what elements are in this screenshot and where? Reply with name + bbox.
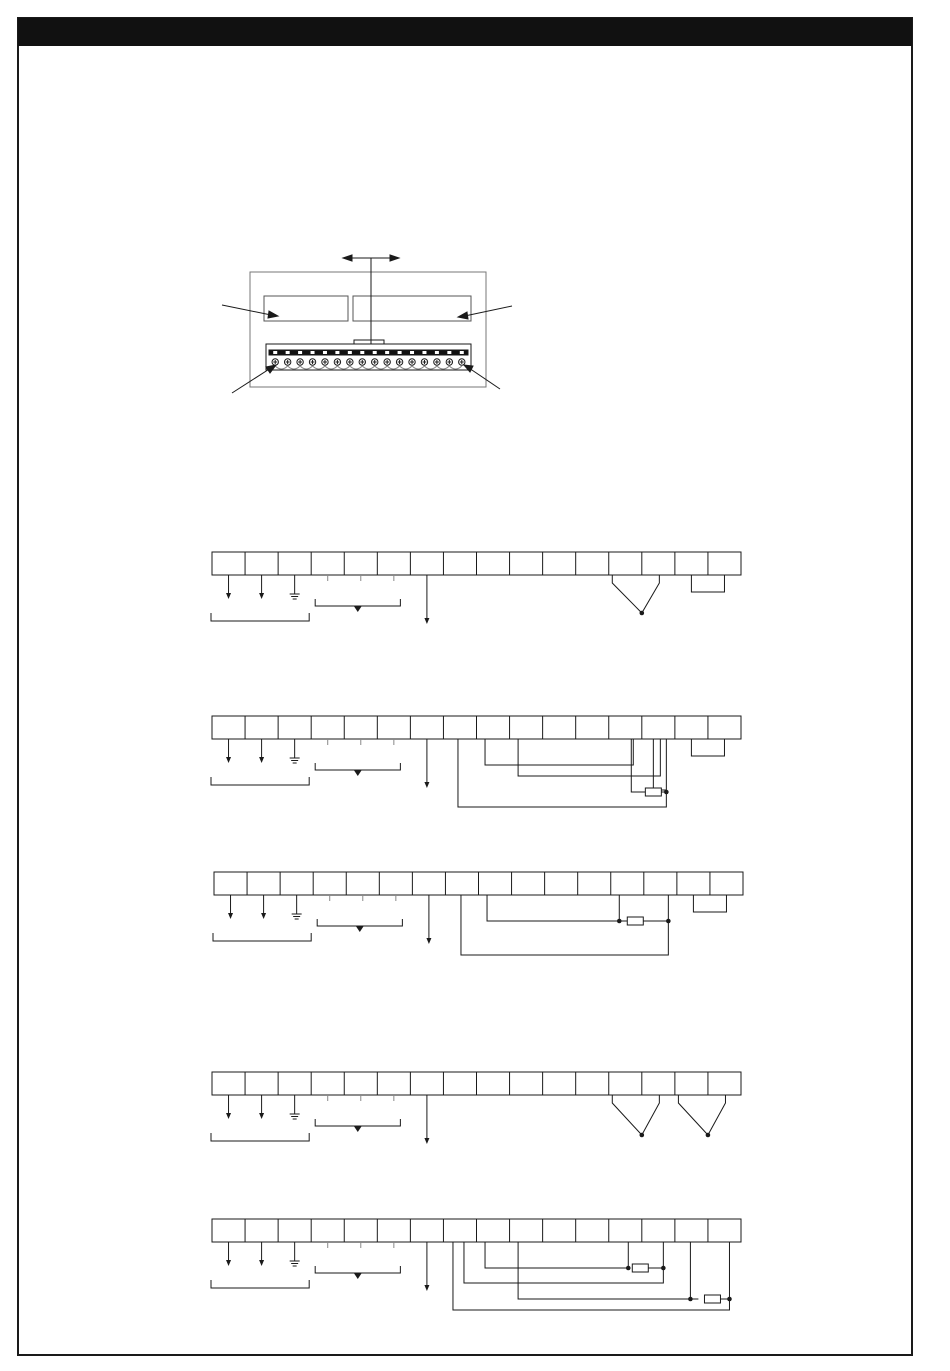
wire-a bbox=[485, 739, 633, 765]
comm-bracket bbox=[315, 599, 400, 606]
lead-arrow bbox=[228, 913, 233, 919]
connector-slot bbox=[385, 351, 389, 354]
connector-slot bbox=[360, 351, 364, 354]
wire-h bbox=[453, 1242, 730, 1310]
screw-arc bbox=[400, 366, 412, 369]
wiring-diagrams bbox=[211, 552, 743, 1310]
connector-latch bbox=[266, 340, 471, 344]
sensor-leads bbox=[678, 1095, 725, 1135]
sensor-leads bbox=[612, 1095, 659, 1135]
lead-arrow bbox=[424, 782, 429, 788]
connector-slot bbox=[273, 351, 277, 354]
lead-arrow bbox=[226, 1113, 231, 1119]
screw-arc bbox=[337, 366, 349, 369]
connector-slot bbox=[286, 351, 290, 354]
connector-slot bbox=[410, 351, 414, 354]
wiring-diagram-5 bbox=[211, 1219, 741, 1310]
comm-arrow bbox=[354, 1273, 362, 1279]
junction-dot bbox=[706, 1133, 711, 1138]
screw-arc bbox=[437, 366, 449, 369]
leader-head bbox=[464, 365, 473, 372]
power-bracket bbox=[211, 1133, 309, 1141]
leader-head bbox=[458, 312, 468, 319]
wire-b bbox=[619, 895, 627, 921]
leader-head bbox=[266, 365, 276, 373]
resistor bbox=[645, 788, 661, 796]
lead-arrow bbox=[426, 938, 431, 944]
sensor-leads bbox=[612, 575, 659, 613]
connector-slot bbox=[398, 351, 402, 354]
lead-arrow bbox=[424, 618, 429, 624]
screw-arc bbox=[300, 366, 312, 369]
leader-left-window bbox=[222, 305, 276, 316]
arrow-head-right bbox=[390, 255, 399, 261]
screw-arc bbox=[449, 366, 461, 369]
connector-slot bbox=[348, 351, 352, 354]
wiring-diagram-3 bbox=[213, 872, 743, 955]
resistor bbox=[704, 1295, 720, 1303]
wire-d bbox=[464, 1242, 663, 1283]
power-bracket bbox=[211, 1280, 309, 1288]
wire-e bbox=[458, 739, 666, 807]
connector-body bbox=[266, 344, 471, 370]
resistor bbox=[627, 917, 643, 925]
comm-arrow bbox=[354, 1126, 362, 1132]
junction-dot bbox=[640, 611, 645, 616]
connector-slot bbox=[422, 351, 426, 354]
wiring-diagram-4 bbox=[211, 1072, 741, 1144]
power-bracket bbox=[211, 613, 309, 621]
connector-slot bbox=[460, 351, 464, 354]
comm-bracket bbox=[317, 919, 402, 926]
connector-slot bbox=[311, 351, 315, 354]
screw-arc bbox=[387, 366, 399, 369]
connector-screws bbox=[272, 359, 465, 369]
screw-arc bbox=[325, 366, 337, 369]
lead-arrow bbox=[259, 1260, 264, 1266]
page-frame bbox=[18, 18, 912, 1355]
jumper-wire bbox=[691, 575, 724, 592]
connector-slot bbox=[323, 351, 327, 354]
screw-arc bbox=[350, 366, 362, 369]
wire-d bbox=[631, 739, 666, 792]
lead-arrow bbox=[259, 593, 264, 599]
comm-bracket bbox=[315, 1119, 400, 1126]
connector-slot bbox=[298, 351, 302, 354]
comm-arrow bbox=[354, 606, 362, 612]
screw-arc bbox=[275, 366, 287, 369]
screw-arc bbox=[313, 366, 325, 369]
lead-arrow bbox=[424, 1138, 429, 1144]
module-front-view bbox=[222, 255, 512, 393]
label-window-left bbox=[264, 296, 348, 321]
lead-arrow bbox=[226, 757, 231, 763]
arrow-head-left bbox=[343, 255, 352, 261]
wire-f bbox=[690, 1242, 698, 1299]
connector-slot bbox=[447, 351, 451, 354]
screw-arc bbox=[362, 366, 374, 369]
lead-arrow bbox=[261, 913, 266, 919]
wire-a bbox=[487, 895, 619, 921]
screw-arc bbox=[288, 366, 300, 369]
connector-slot bbox=[335, 351, 339, 354]
wire-b bbox=[518, 739, 660, 776]
wire-e bbox=[518, 1242, 690, 1299]
power-bracket bbox=[213, 933, 311, 941]
header-bar bbox=[18, 18, 912, 46]
connector-slot bbox=[435, 351, 439, 354]
connector-slot bbox=[373, 351, 377, 354]
comm-arrow bbox=[354, 770, 362, 776]
lead-arrow bbox=[259, 757, 264, 763]
screw-arc bbox=[375, 366, 387, 369]
lead-arrow bbox=[424, 1285, 429, 1291]
junction-dot bbox=[640, 1133, 645, 1138]
wiring-diagram-1 bbox=[211, 552, 741, 624]
wiring-diagram-2 bbox=[211, 716, 741, 807]
lead-arrow bbox=[226, 1260, 231, 1266]
power-bracket bbox=[211, 777, 309, 785]
comm-arrow bbox=[356, 926, 364, 932]
screw-arc bbox=[424, 366, 436, 369]
lead-arrow bbox=[226, 593, 231, 599]
resistor bbox=[632, 1264, 648, 1272]
comm-bracket bbox=[315, 1266, 400, 1273]
jumper-wire bbox=[693, 895, 726, 912]
leader-head bbox=[268, 311, 278, 318]
comm-bracket bbox=[315, 763, 400, 770]
wire-a bbox=[485, 1242, 628, 1268]
lead-arrow bbox=[259, 1113, 264, 1119]
jumper-wire bbox=[691, 739, 724, 756]
screw-arc bbox=[412, 366, 424, 369]
